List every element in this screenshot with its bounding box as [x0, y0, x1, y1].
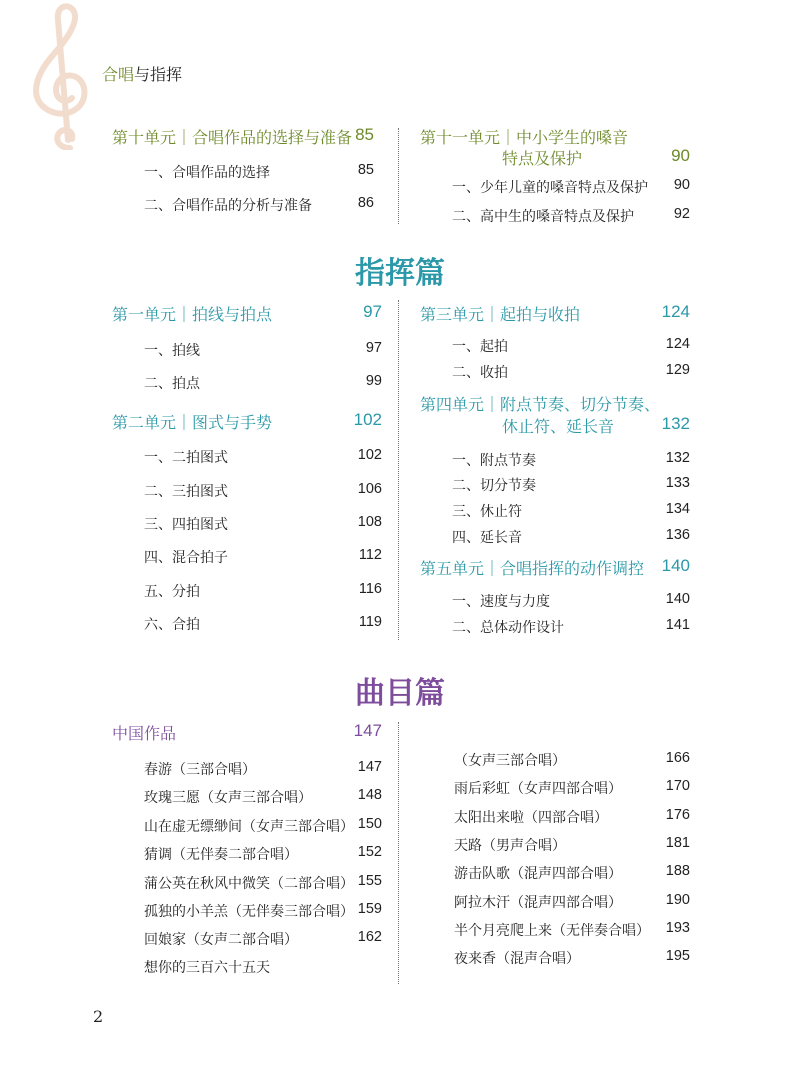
- unit11-heading-line2[interactable]: 特点及保护 90: [502, 146, 690, 168]
- toc-entry[interactable]: 六、合拍 119: [144, 614, 382, 633]
- toc-entry[interactable]: 玫瑰三愿（女声三部合唱） 148: [144, 787, 382, 806]
- toc-entry[interactable]: 雨后彩虹（女声四部合唱） 170: [454, 778, 690, 797]
- toc-entry[interactable]: 二、总体动作设计 141: [452, 617, 690, 636]
- toc-entry[interactable]: 太阳出来啦（四部合唱） 176: [454, 807, 690, 826]
- toc-entry[interactable]: 三、休止符 134: [452, 501, 690, 520]
- section-title-repertoire: 曲目篇: [355, 676, 445, 711]
- unit3-heading[interactable]: 第三单元｜起拍与收拍 124: [420, 302, 690, 324]
- toc-entry[interactable]: 回娘家（女声二部合唱） 162: [144, 929, 382, 948]
- toc-entry[interactable]: 天路（男声合唱） 181: [454, 835, 690, 854]
- column-divider: [398, 128, 399, 224]
- toc-entry[interactable]: 想你的三百六十五天: [144, 960, 270, 976]
- toc-entry[interactable]: （女声三部合唱） 166: [454, 750, 690, 769]
- toc-entry[interactable]: 二、三拍图式 106: [144, 481, 382, 500]
- toc-entry[interactable]: 一、拍线 97: [144, 340, 382, 359]
- toc-entry[interactable]: 二、拍点 99: [144, 373, 382, 392]
- toc-entry[interactable]: 山在虚无缥缈间（女声三部合唱） 150: [144, 816, 382, 835]
- page-number: 2: [93, 1007, 104, 1026]
- toc-entry[interactable]: 春游（三部合唱） 147: [144, 759, 382, 778]
- toc-entry[interactable]: 蒲公英在秋风中微笑（二部合唱） 155: [144, 873, 382, 892]
- toc-entry[interactable]: 孤独的小羊羔（无伴奏三部合唱） 159: [144, 901, 382, 920]
- unit2-heading[interactable]: 第二单元｜图式与手势 102: [112, 410, 382, 432]
- toc-entry[interactable]: 一、速度与力度 140: [452, 591, 690, 610]
- toc-entry[interactable]: 一、少年儿童的嗓音特点及保护 90: [452, 177, 690, 196]
- toc-entry[interactable]: 二、收拍 129: [452, 362, 690, 381]
- unit10-heading[interactable]: [112, 125, 374, 148]
- toc-entry[interactable]: 夜来香（混声合唱） 195: [454, 948, 690, 967]
- unit-page: 85: [355, 125, 374, 144]
- running-header: [102, 62, 182, 85]
- toc-entry[interactable]: 一、合唱作品的选择 85: [144, 162, 374, 181]
- unit1-heading[interactable]: 第一单元｜拍线与拍点 97: [112, 302, 382, 324]
- toc-entry[interactable]: 猜调（无伴奏二部合唱） 152: [144, 844, 382, 863]
- toc-entry[interactable]: 一、起拍 124: [452, 336, 690, 355]
- toc-entry[interactable]: 二、合唱作品的分析与准备 86: [144, 195, 374, 214]
- toc-entry[interactable]: 二、高中生的嗓音特点及保护 92: [452, 206, 690, 225]
- toc-entry[interactable]: 半个月亮爬上来（无伴奏合唱） 193: [454, 920, 690, 939]
- chinese-works-heading[interactable]: 中国作品 147: [112, 721, 382, 743]
- header-prefix: 合唱: [102, 65, 135, 84]
- toc-entry[interactable]: 一、二拍图式 102: [144, 447, 382, 466]
- toc-entry[interactable]: 四、混合拍子 112: [144, 547, 382, 566]
- toc-entry[interactable]: 一、附点节奏 132: [452, 450, 690, 469]
- unit5-heading[interactable]: 第五单元｜合唱指挥的动作调控 140: [420, 556, 690, 578]
- unit4-heading-line1[interactable]: 第四单元｜附点节奏、切分节奏、: [420, 395, 661, 414]
- column-divider: [398, 722, 399, 984]
- toc-entry[interactable]: 二、切分节奏 133: [452, 475, 690, 494]
- toc-entry[interactable]: 四、延长音 136: [452, 527, 690, 546]
- unit4-heading-line2[interactable]: 休止符、延长音 132: [502, 414, 690, 436]
- unit11-heading-line1[interactable]: 第十一单元｜中小学生的嗓音: [420, 128, 629, 147]
- toc-entry[interactable]: 三、四拍图式 108: [144, 514, 382, 533]
- column-divider: [398, 300, 399, 640]
- unit-label: 第十单元｜合唱作品的选择与准备: [112, 128, 353, 147]
- toc-entry[interactable]: 五、分拍 116: [144, 581, 382, 600]
- unit-page: 90: [671, 146, 690, 165]
- section-title-conducting: 指挥篇: [355, 256, 445, 291]
- toc-entry[interactable]: 游击队歌（混声四部合唱） 188: [454, 863, 690, 882]
- toc-entry[interactable]: 阿拉木汗（混声四部合唱） 190: [454, 892, 690, 911]
- header-suffix: 与指挥: [134, 65, 183, 84]
